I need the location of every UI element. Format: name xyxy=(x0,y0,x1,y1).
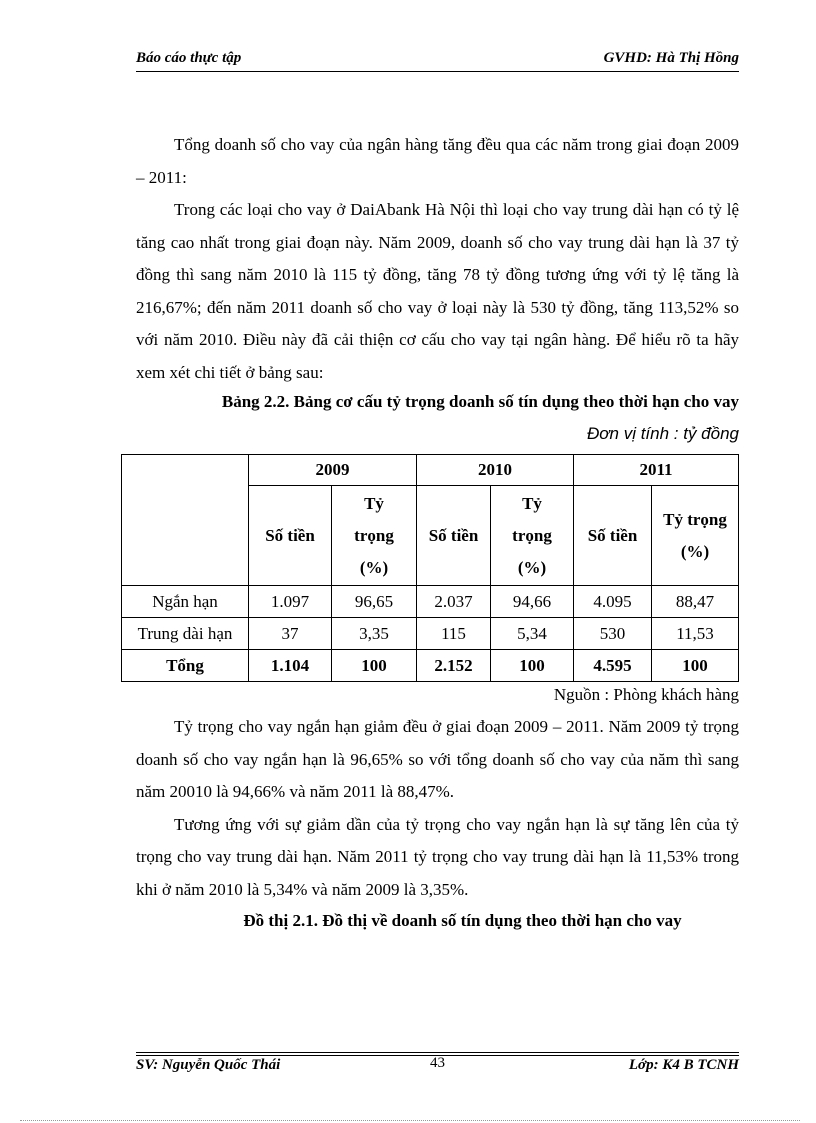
table-cell: 2.152 xyxy=(417,650,491,682)
row-label: Tổng xyxy=(122,650,249,682)
amount-header-2011: Số tiền xyxy=(574,486,652,586)
table-row-short-term xyxy=(122,586,739,618)
share-header-2010 xyxy=(491,486,574,586)
year-2009-header: 2009 xyxy=(249,455,417,486)
amount-header-2010: Số tiền xyxy=(417,486,491,586)
page-header xyxy=(136,50,739,68)
page-number: 43 xyxy=(430,1055,445,1071)
table-cell: 4.595 xyxy=(574,650,652,682)
share-header-2011 xyxy=(652,486,739,586)
table-caption: Bảng 2.2. Bảng cơ cấu tỷ trọng doanh số tín dụng theo thời hạn cho vay xyxy=(221,392,739,411)
share-word-a: Tỷ xyxy=(522,493,542,513)
year-2010-header: 2010 xyxy=(417,455,574,486)
amount-header-2009: Số tiền xyxy=(249,486,332,586)
footer-class: Lớp: K4 B TCNH xyxy=(628,1057,739,1073)
row-label: Trung dài hạn xyxy=(122,618,249,650)
page-footer xyxy=(136,1057,739,1077)
table-cell: 37 xyxy=(249,618,332,650)
row-label: Ngắn hạn xyxy=(122,586,249,618)
table-cell: 1.104 xyxy=(249,650,332,682)
share-header-2009 xyxy=(332,486,417,586)
share-pct: (%) xyxy=(359,557,389,577)
table-cell: 100 xyxy=(491,650,574,682)
paragraph-total-credit: Tổng doanh số cho vay của ngân hàng tăng đều qua các năm trong giai đoạn 2009 – 2011: xyxy=(136,135,739,187)
table-cell: 4.095 xyxy=(574,586,652,618)
header-report-title: Báo cáo thực tập xyxy=(136,50,242,66)
paragraph-medium-long-share: Tương ứng với sự giảm dần của tỷ trọng cho vay ngắn hạn là sự tăng lên của tỷ trọng cho vay trung dài hạn. Năm 2011 tỷ trọng cho vay trung dài hạn là 11,53% trong khi ở năm 2010 là 5,34% và năm 2009 là 3,35%. xyxy=(136,814,739,899)
share-word-a: Tỷ xyxy=(364,493,384,513)
footer-rule xyxy=(136,1052,739,1053)
table-cell: 115 xyxy=(417,618,491,650)
table-cell: 5,34 xyxy=(491,618,574,650)
share-label-2011: Tỷ trọng xyxy=(663,509,727,529)
page-edge-dots xyxy=(20,1120,800,1121)
table-row-total xyxy=(122,650,739,682)
table-cell: 2.037 xyxy=(417,586,491,618)
header-supervisor: GVHD: Hà Thị Hồng xyxy=(603,50,739,66)
table-corner-cell xyxy=(122,455,249,586)
table-source: Nguồn : Phòng khách hàng xyxy=(553,685,739,704)
share-pct: (%) xyxy=(680,541,710,561)
year-2011-header: 2011 xyxy=(574,455,739,486)
table-cell: 11,53 xyxy=(652,618,739,650)
table-unit: Đơn vị tính : tỷ đồng xyxy=(586,424,739,443)
table-cell: 530 xyxy=(574,618,652,650)
intro-text xyxy=(136,129,739,389)
share-word-b: trọng xyxy=(512,525,552,545)
credit-structure-table xyxy=(121,454,739,682)
table-row-medium-long-term xyxy=(122,618,739,650)
paragraph-short-term-share: Tỷ trọng cho vay ngắn hạn giảm đều ở giai đoạn 2009 – 2011. Năm 2009 tỷ trọng doanh số cho vay ngắn hạn là 96,65% so với tổng doanh số cho vay của năm thì sang năm 20010 là 94,66% và năm 2011 là 88,47%. xyxy=(136,717,739,801)
table-header-years xyxy=(122,455,739,486)
share-pct: (%) xyxy=(517,557,547,577)
share-word-b: trọng xyxy=(354,525,394,545)
table-cell: 96,65 xyxy=(332,586,417,618)
header-rule xyxy=(136,71,739,72)
table-cell: 1.097 xyxy=(249,586,332,618)
paragraph-medium-long-term: Trong các loại cho vay ở DaiAbank Hà Nội thì loại cho vay trung dài hạn có tỷ lệ tăng cao nhất trong giai đoạn này. Năm 2009, doanh số cho vay trung dài hạn là 37 tỷ đồng thì sang năm 2010 là 115 tỷ đồng, tăng 78 tỷ đồng tương ứng với tỷ lệ tăng là 216,67%; đến năm 2011 doanh số cho vay ở loại này là 530 tỷ đồng, tăng 113,52% so với năm 2010. Điều này đã cải thiện cơ cấu cho vay tại ngân hàng. Để hiểu rõ ta hãy xem xét chi tiết ở bảng sau: xyxy=(136,200,739,382)
table-cell: 94,66 xyxy=(491,586,574,618)
table-cell: 3,35 xyxy=(332,618,417,650)
table-cell: 100 xyxy=(332,650,417,682)
chart-caption: Đồ thị 2.1. Đồ thị về doanh số tín dụng theo thời hạn cho vay xyxy=(243,911,682,930)
footer-student: SV: Nguyễn Quốc Thái xyxy=(136,1057,281,1073)
table-cell: 88,47 xyxy=(652,586,739,618)
table-cell: 100 xyxy=(652,650,739,682)
analysis-text xyxy=(136,711,739,906)
